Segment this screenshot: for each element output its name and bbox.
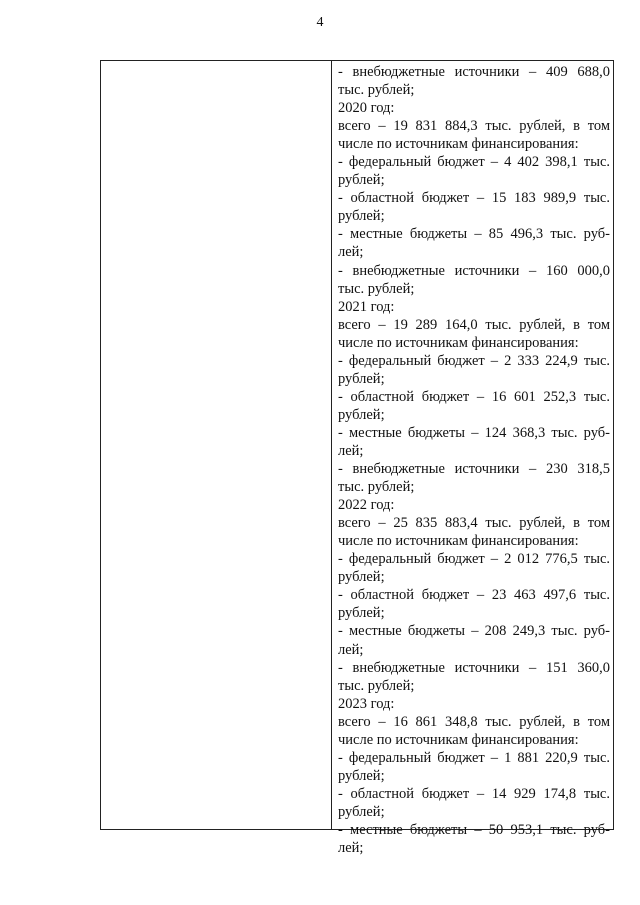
text-line: тыс. рублей; bbox=[338, 479, 415, 496]
text-line: - федеральный бюджет – 2 333 224,9 тыс. bbox=[338, 352, 610, 369]
text-line: числе по источникам финансирования: bbox=[338, 731, 579, 748]
text-line: всего – 16 861 348,8 тыс. рублей, в том bbox=[338, 713, 610, 730]
text-line: - областной бюджет – 23 463 497,6 тыс. bbox=[338, 587, 610, 604]
text-line: тыс. рублей; bbox=[338, 280, 415, 297]
text-line: рублей; bbox=[338, 605, 385, 622]
text-line: рублей; bbox=[338, 370, 385, 387]
text-line: рублей; bbox=[338, 803, 385, 820]
column-divider bbox=[331, 61, 332, 829]
text-line: тыс. рублей; bbox=[338, 677, 415, 694]
text-line: всего – 19 289 164,0 тыс. рублей, в том bbox=[338, 316, 610, 333]
text-line: лей; bbox=[338, 244, 364, 261]
text-line: - федеральный бюджет – 1 881 220,9 тыс. bbox=[338, 749, 610, 766]
text-line: всего – 25 835 883,4 тыс. рублей, в том bbox=[338, 515, 610, 532]
text-line: - областной бюджет – 16 601 252,3 тыс. bbox=[338, 388, 610, 405]
text-line: - внебюджетные источники – 409 688,0 bbox=[338, 64, 610, 80]
text-line: рублей; bbox=[338, 208, 385, 225]
text-line: - федеральный бюджет – 2 012 776,5 тыс. bbox=[338, 551, 610, 568]
text-line: числе по источникам финансирования: bbox=[338, 533, 579, 550]
page-number: 4 bbox=[316, 15, 324, 30]
text-line: 2021 год: bbox=[338, 298, 395, 315]
text-line: - местные бюджеты – 50 953,1 тыс. руб- bbox=[338, 821, 610, 838]
text-line: 2022 год: bbox=[338, 497, 395, 514]
text-line: - внебюджетные источники – 151 360,0 bbox=[338, 659, 610, 676]
text-line: рублей; bbox=[338, 569, 385, 586]
text-line: лей; bbox=[338, 641, 364, 658]
text-line: 2020 год: bbox=[338, 100, 395, 117]
text-line: - местные бюджеты – 124 368,3 тыс. руб- bbox=[338, 424, 610, 441]
text-line: - областной бюджет – 14 929 174,8 тыс. bbox=[338, 785, 610, 802]
text-line: рублей; bbox=[338, 767, 385, 784]
text-line: - местные бюджеты – 208 249,3 тыс. руб- bbox=[338, 623, 610, 640]
text-line: рублей; bbox=[338, 172, 385, 189]
text-line: лей; bbox=[338, 442, 364, 459]
text-line: рублей; bbox=[338, 406, 385, 423]
financing-details-cell bbox=[338, 63, 610, 857]
text-line: числе по источникам финансирования: bbox=[338, 334, 579, 351]
text-line: - федеральный бюджет – 4 402 398,1 тыс. bbox=[338, 154, 610, 171]
text-line: - внебюджетные источники – 230 318,5 bbox=[338, 461, 610, 478]
text-line: - внебюджетные источники – 160 000,0 bbox=[338, 262, 610, 279]
financing-table bbox=[100, 60, 614, 857]
text-line: лей; bbox=[338, 840, 364, 857]
text-line: - местные бюджеты – 85 496,3 тыс. руб- bbox=[338, 226, 610, 243]
text-line: всего – 19 831 884,3 тыс. рублей, в том bbox=[338, 118, 610, 135]
text-line: числе по источникам финансирования: bbox=[338, 136, 579, 153]
text-line: - областной бюджет – 15 183 989,9 тыс. bbox=[338, 190, 610, 207]
text-line: 2023 год: bbox=[338, 695, 395, 712]
text-line: тыс. рублей; bbox=[338, 82, 415, 99]
